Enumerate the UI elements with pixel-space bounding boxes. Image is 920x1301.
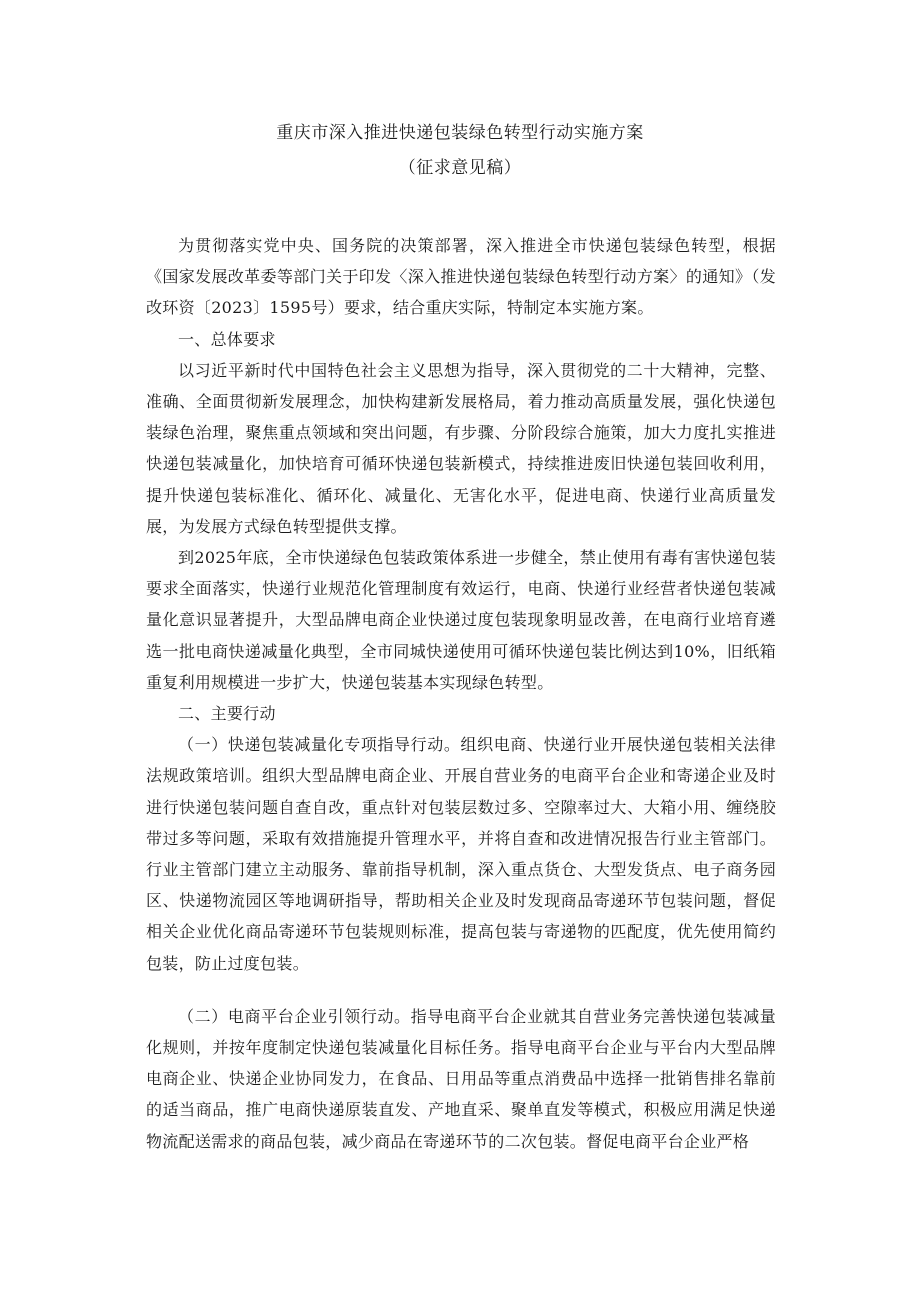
document-body (146, 230, 776, 1157)
document-title: 重庆市深入推进快递包装绿色转型行动实施方案 (276, 123, 644, 143)
section-heading-main-actions: 二、主要行动 (178, 704, 276, 724)
document-subtitle: （征求意见稿） (398, 158, 522, 178)
action-two-paragraph: （二）电商平台企业引领行动。指导电商平台企业就其自营业务完善快递包装减量化规则，并按年度制定快递包装减量化目标任务。指导电商平台企业与平台内大型品牌电商企业、快递企业协同发力，在食品、日用品等重点消费品中选择一批销售排名靠前的适当商品，推广电商快递原装直发、产地直采、聚单直发等模式，积极应用满足快递物流配送需求的商品包装，减少商品在寄递环节的二次包装。督促电商平台企业严格 (146, 1006, 776, 1151)
intro-paragraph: 为贯彻落实党中央、国务院的决策部署，深入推进全市快递包装绿色转型，根据《国家发展改革委等部门关于印发〈深入推进快递包装绿色转型行动方案〉的通知》（发改环资〔2023〕1595号）要求，结合重庆实际，特制定本实施方案。 (146, 236, 776, 318)
action-one-paragraph: （一）快递包装减量化专项指导行动。组织电商、快递行业开展快递包装相关法律法规政策培训。组织大型品牌电商企业、开展自营业务的电商平台企业和寄递企业及时进行快递包装问题自查自改，重点针对包装层数过多、空隙率过大、大箱小用、缠绕胶带过多等问题，采取有效措施提升管理水平，并将自查和改进情况报告行业主管部门。行业主管部门建立主动服务、靠前指导机制，深入重点货仓、大型发货点、电子商务园区、快递物流园区等地调研指导，帮助相关企业及时发现商品寄递环节包装问题，督促相关企业优化商品寄递环节包装规则标准，提高包装与寄递物的匹配度，优先使用简约包装，防止过度包装。 (146, 735, 776, 973)
guiding-principle-paragraph: 以习近平新时代中国特色社会主义思想为指导，深入贯彻党的二十大精神，完整、准确、全面贯彻新发展理念，加快构建新发展格局，着力推动高质量发展，强化快递包装绿色治理，聚焦重点领域和突出问题，有步骤、分阶段综合施策，加大力度扎实推进快递包装减量化，加快培育可循环快递包装新模式，持续推进废旧快递包装回收利用，提升快递包装标准化、循环化、减量化、无害化水平，促进电商、快递行业高质量发展，为发展方式绿色转型提供支撑。 (146, 360, 776, 536)
section-heading-general-requirements: 一、总体要求 (178, 329, 276, 349)
target-2025-paragraph: 到2025年底，全市快递绿色包装政策体系进一步健全，禁止使用有毒有害快递包装要求全面落实，快递行业规范化管理制度有效运行，电商、快递行业经营者快递包装减量化意识显著提升，大型品牌电商企业快递过度包装现象明显改善，在电商行业培育遴选一批电商快递减量化典型，全市同城快递使用可循环快递包装比例达到10%，旧纸箱重复利用规模进一步扩大，快递包装基本实现绿色转型。 (146, 548, 776, 692)
